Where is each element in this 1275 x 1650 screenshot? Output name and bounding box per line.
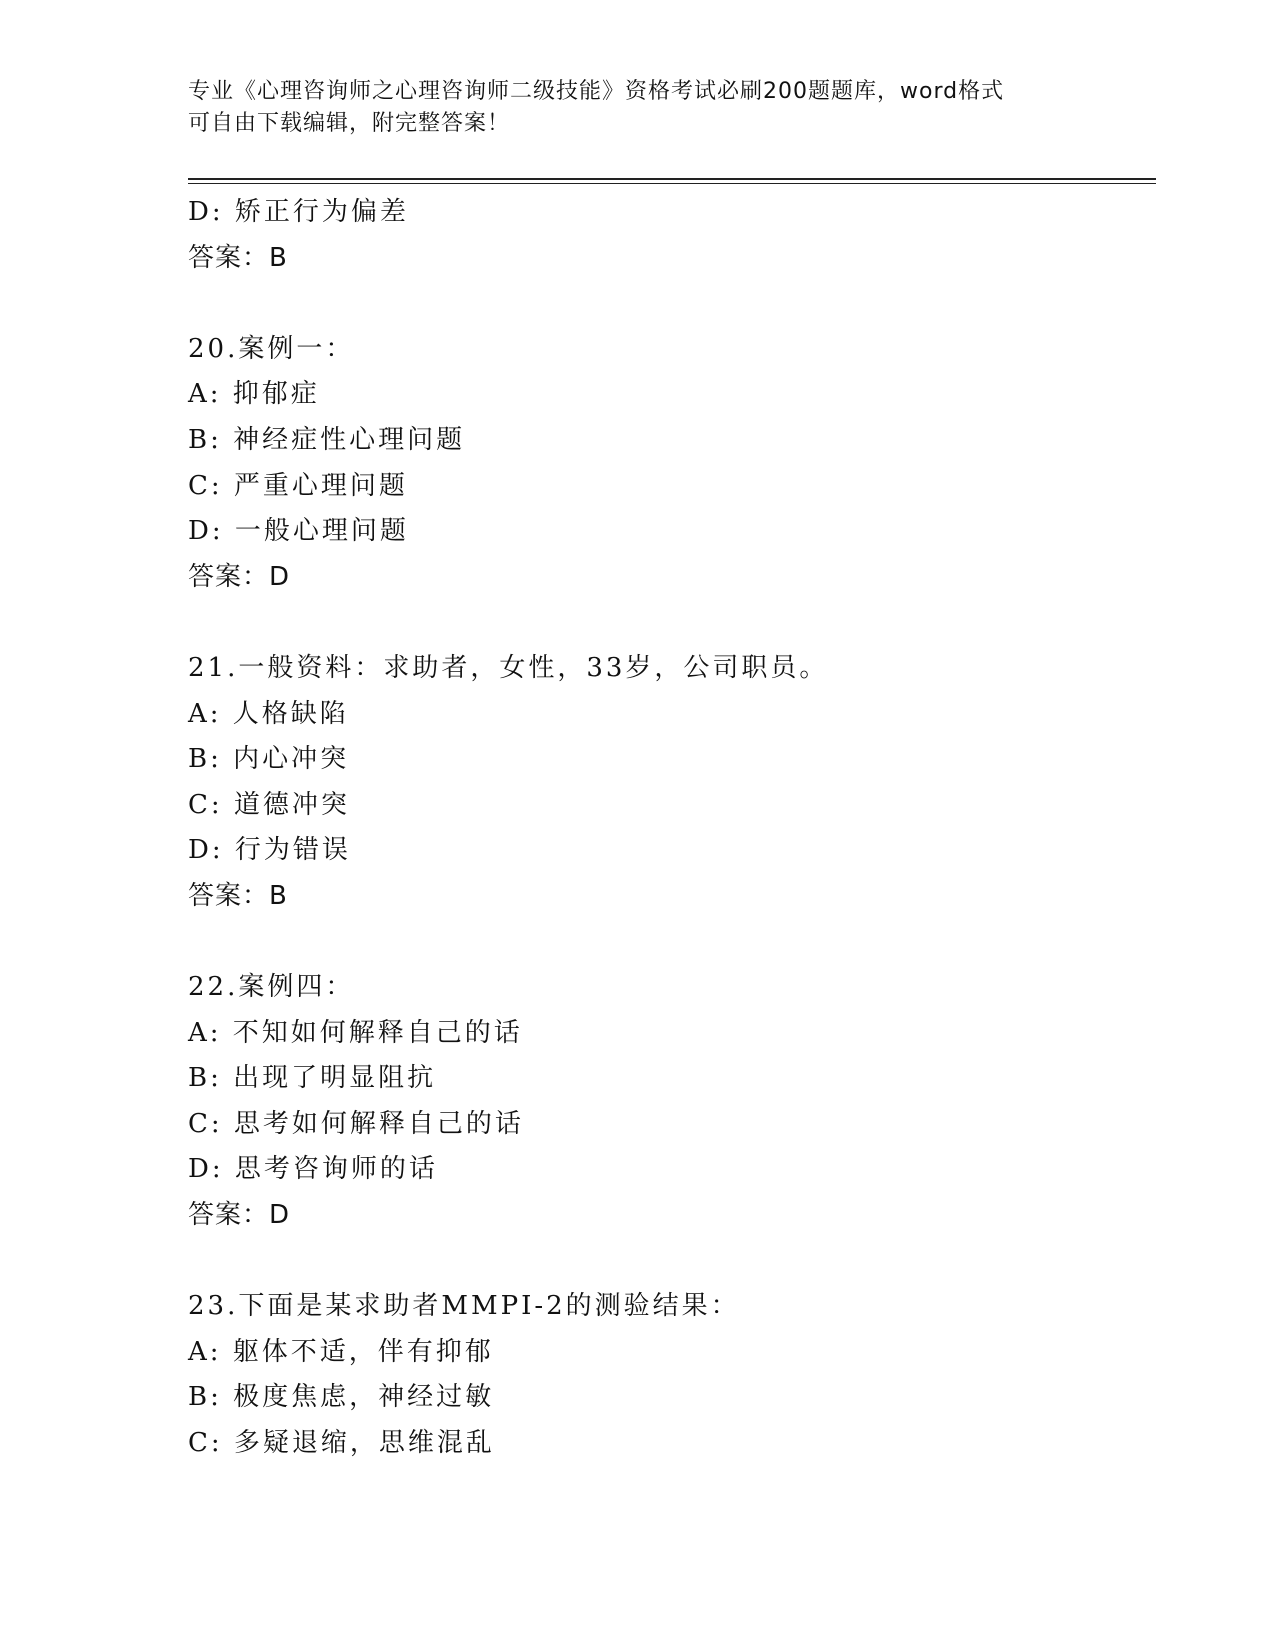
answer-line: 答案：D (188, 1200, 291, 1231)
option-b: B: 神经症性心理问题 (188, 424, 466, 455)
question-block (188, 646, 1156, 920)
option-a: A: 躯体不适，伴有抑郁 (188, 1336, 494, 1367)
question-list (188, 190, 1156, 1467)
header-line-2: 可自由下载编辑，附完整答案！ (188, 111, 511, 136)
header-divider (188, 178, 1156, 184)
option-b: B: 极度焦虑，神经过敏 (188, 1382, 495, 1413)
answer-line: 答案：B (188, 880, 288, 911)
option-d: D: 行为错误 (188, 835, 351, 866)
option-d: D: 思考咨询师的话 (188, 1154, 438, 1185)
question-title: 20.案例一： (188, 333, 355, 364)
page-header (188, 76, 1088, 140)
option-c: C: 道德冲突 (188, 789, 350, 820)
answer-line: 答案：B (188, 242, 288, 273)
header-line-1: 专业《心理咨询师之心理咨询师二级技能》资格考试必刷200题题库，word格式 (188, 79, 1005, 104)
option-a: A: 人格缺陷 (188, 698, 349, 729)
option-c: C: 多疑退缩，思维混乱 (188, 1428, 495, 1459)
option-c: C: 严重心理问题 (188, 470, 408, 501)
question-block (188, 965, 1156, 1239)
question-title: 21.一般资料：求助者，女性，33岁，公司职员。 (188, 652, 829, 683)
option-c: C: 思考如何解释自己的话 (188, 1108, 524, 1139)
option-b: B: 出现了明显阻抗 (188, 1063, 437, 1094)
question-block (188, 327, 1156, 601)
option-b: B: 内心冲突 (188, 744, 350, 775)
option-d: D: 一般心理问题 (188, 516, 409, 547)
answer-line: 答案：D (188, 561, 291, 592)
option-a: A: 不知如何解释自己的话 (188, 1017, 523, 1048)
option-d: D: 矫正行为偏差 (188, 197, 409, 227)
question-block (188, 1284, 1156, 1466)
question-title: 23.下面是某求助者MMPI-2的测验结果： (188, 1291, 740, 1322)
question-title: 22.案例四： (188, 972, 355, 1003)
option-a: A: 抑郁症 (188, 379, 320, 410)
